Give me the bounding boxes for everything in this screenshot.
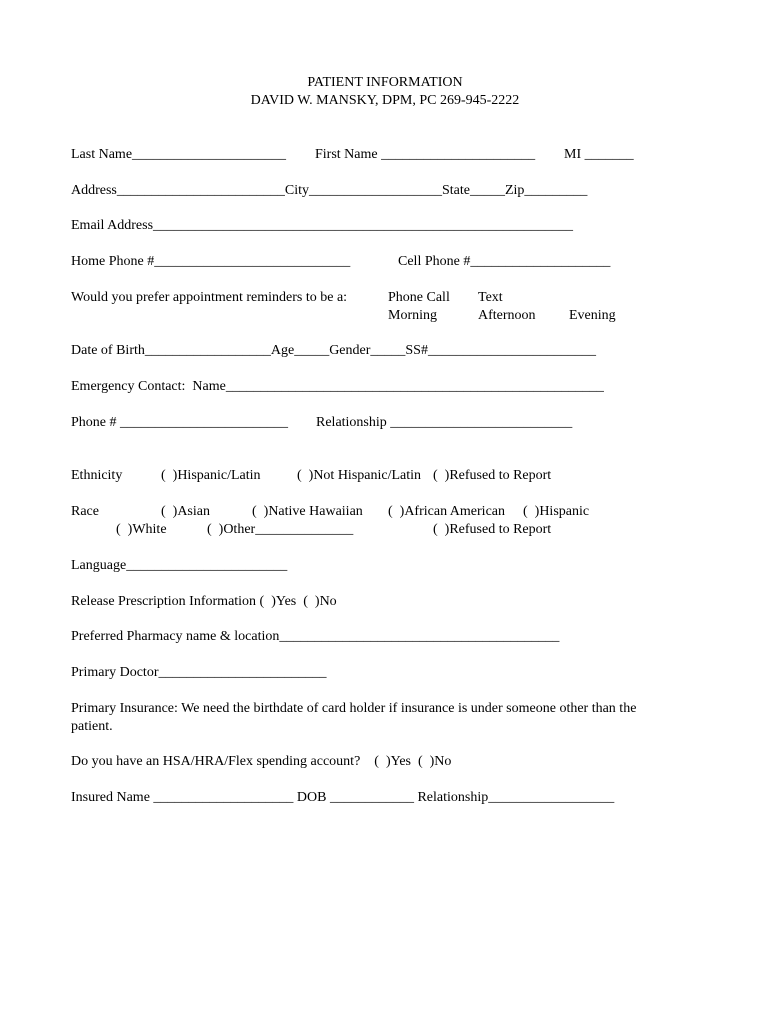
race-option-white[interactable]: ( )White (116, 522, 167, 537)
practice-name: DAVID W. MANSKY, DPM, PC 269-945-2222 (250, 93, 520, 108)
hsa-question-field[interactable]: Do you have an HSA/HRA/Flex spending account? ( )Yes ( )No (71, 754, 452, 769)
pharmacy-field[interactable]: Preferred Pharmacy name & location________________________________________ (71, 629, 560, 644)
race-option-asian[interactable]: ( )Asian (161, 504, 210, 519)
race-option-refused[interactable]: ( )Refused to Report (433, 522, 552, 537)
race-option-hispanic[interactable]: ( )Hispanic (523, 504, 590, 519)
reminder-option-morning[interactable]: Morning (388, 308, 437, 323)
insured-name-dob-relationship-field[interactable]: Insured Name ____________________ DOB ____________ Relationship__________________ (71, 790, 615, 805)
race-option-african-american[interactable]: ( )African American (388, 504, 505, 519)
language-field[interactable]: Language_______________________ (71, 558, 288, 573)
form-title: PATIENT INFORMATION (307, 75, 463, 90)
ethnicity-option-not-hispanic[interactable]: ( )Not Hispanic/Latin (297, 468, 422, 483)
reminder-option-phone-call[interactable]: Phone Call (388, 290, 450, 305)
insurance-note-line-2: patient. (71, 719, 113, 734)
emergency-contact-field[interactable]: Emergency Contact: Name______________________________________________________ (71, 379, 604, 394)
home-phone-field[interactable]: Home Phone #____________________________ (71, 254, 351, 269)
first-name-field[interactable]: First Name ______________________ (315, 147, 536, 162)
emergency-phone-field[interactable]: Phone # ________________________ (71, 415, 288, 430)
address-field[interactable]: Address________________________City___________________State_____Zip_________ (71, 183, 588, 198)
ethnicity-option-refused[interactable]: ( )Refused to Report (433, 468, 552, 483)
mi-field[interactable]: MI _______ (564, 147, 634, 162)
reminder-option-afternoon[interactable]: Afternoon (478, 308, 536, 323)
reminder-option-evening[interactable]: Evening (569, 308, 616, 323)
cell-phone-field[interactable]: Cell Phone #____________________ (398, 254, 611, 269)
last-name-field[interactable]: Last Name______________________ (71, 147, 287, 162)
race-option-other[interactable]: ( )Other______________ (207, 522, 354, 537)
race-label: Race (71, 504, 99, 519)
email-field[interactable]: Email Address____________________________________________________________ (71, 218, 574, 233)
ethnicity-label: Ethnicity (71, 468, 123, 483)
ethnicity-option-hispanic[interactable]: ( )Hispanic/Latin (161, 468, 261, 483)
primary-doctor-field[interactable]: Primary Doctor________________________ (71, 665, 327, 680)
reminder-question: Would you prefer appointment reminders to be a: (71, 290, 348, 305)
dob-age-gender-ss-field[interactable]: Date of Birth__________________Age_____Gender_____SS#________________________ (71, 343, 596, 358)
insurance-note-line-1: Primary Insurance: We need the birthdate of card holder if insurance is under someone other than the (71, 701, 637, 716)
race-option-native-hawaiian[interactable]: ( )Native Hawaiian (252, 504, 363, 519)
release-prescription-field[interactable]: Release Prescription Information ( )Yes ( )No (71, 594, 337, 609)
emergency-relationship-field[interactable]: Relationship __________________________ (316, 415, 573, 430)
reminder-option-text[interactable]: Text (478, 290, 503, 305)
